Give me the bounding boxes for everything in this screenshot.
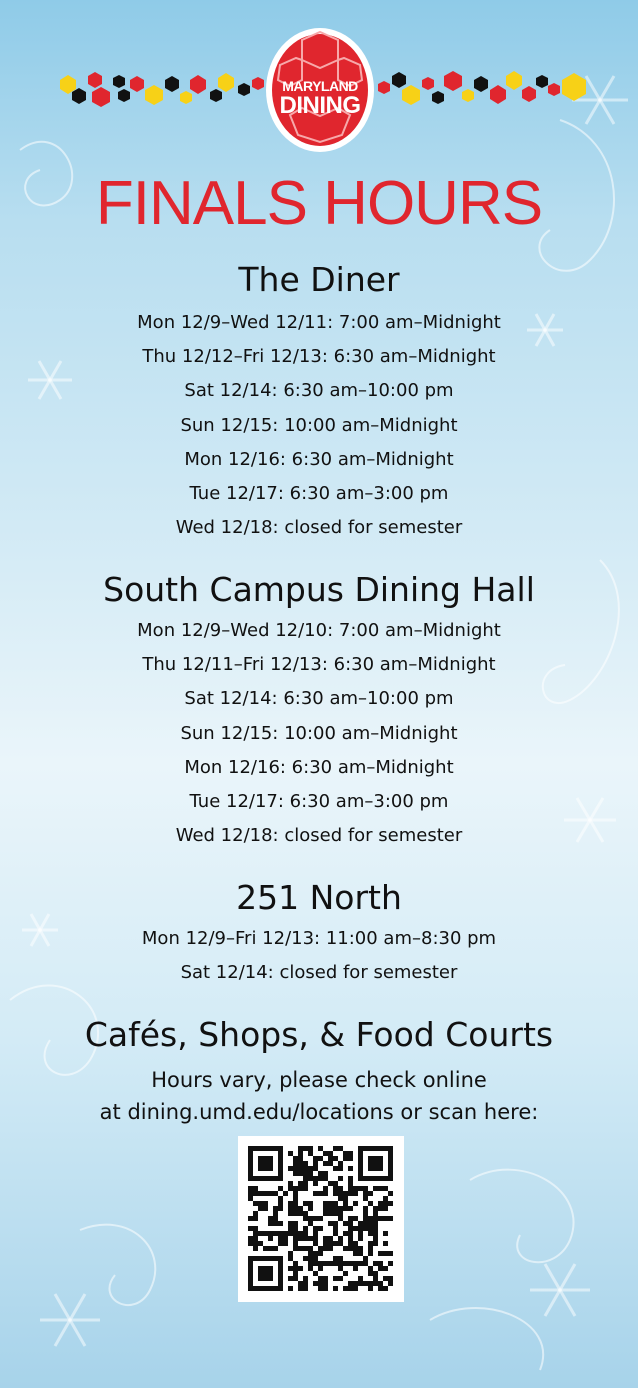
hours-line: Sat 12/14: 6:30 am–10:00 pm [184, 380, 454, 401]
section-heading-cafes: Cafés, Shops, & Food Courts [84, 1015, 554, 1054]
section-heading-diner: The Diner [238, 260, 400, 299]
hours-line: Mon 12/16: 6:30 am–Midnight [184, 757, 454, 778]
hours-line: Thu 12/11–Fri 12/13: 6:30 am–Midnight [142, 654, 496, 675]
cafes-info-line: at dining.umd.edu/locations or scan here: [99, 1100, 539, 1124]
hours-line: Mon 12/9–Wed 12/10: 7:00 am–Midnight [137, 620, 501, 641]
hours-line: Sat 12/14: closed for semester [180, 962, 458, 983]
page-title: FINALS HOURS [95, 169, 543, 238]
hours-line: Sat 12/14: 6:30 am–10:00 pm [184, 688, 454, 709]
hours-line: Mon 12/16: 6:30 am–Midnight [184, 449, 454, 470]
section-heading-251-north: 251 North [236, 878, 402, 917]
hours-line: Mon 12/9–Fri 12/13: 11:00 am–8:30 pm [141, 928, 497, 949]
hours-line: Tue 12/17: 6:30 am–3:00 pm [189, 483, 449, 504]
hours-line: Wed 12/18: closed for semester [175, 825, 463, 846]
hours-line: Tue 12/17: 6:30 am–3:00 pm [189, 791, 449, 812]
hours-line: Sun 12/15: 10:00 am–Midnight [180, 723, 458, 744]
qr-code[interactable] [238, 1136, 404, 1302]
cafes-info-line: Hours vary, please check online [151, 1068, 487, 1092]
qr-code-icon [238, 1136, 404, 1302]
hours-line: Wed 12/18: closed for semester [175, 517, 463, 538]
hours-line: Mon 12/9–Wed 12/11: 7:00 am–Midnight [137, 312, 501, 333]
hours-line: Thu 12/12–Fri 12/13: 6:30 am–Midnight [142, 346, 496, 367]
section-heading-south-campus: South Campus Dining Hall [103, 570, 535, 609]
hours-line: Sun 12/15: 10:00 am–Midnight [180, 415, 458, 436]
logo-text-dining: DINING [279, 92, 361, 119]
maryland-dining-logo [260, 20, 380, 156]
logo-text-maryland: MARYLAND [282, 78, 358, 94]
